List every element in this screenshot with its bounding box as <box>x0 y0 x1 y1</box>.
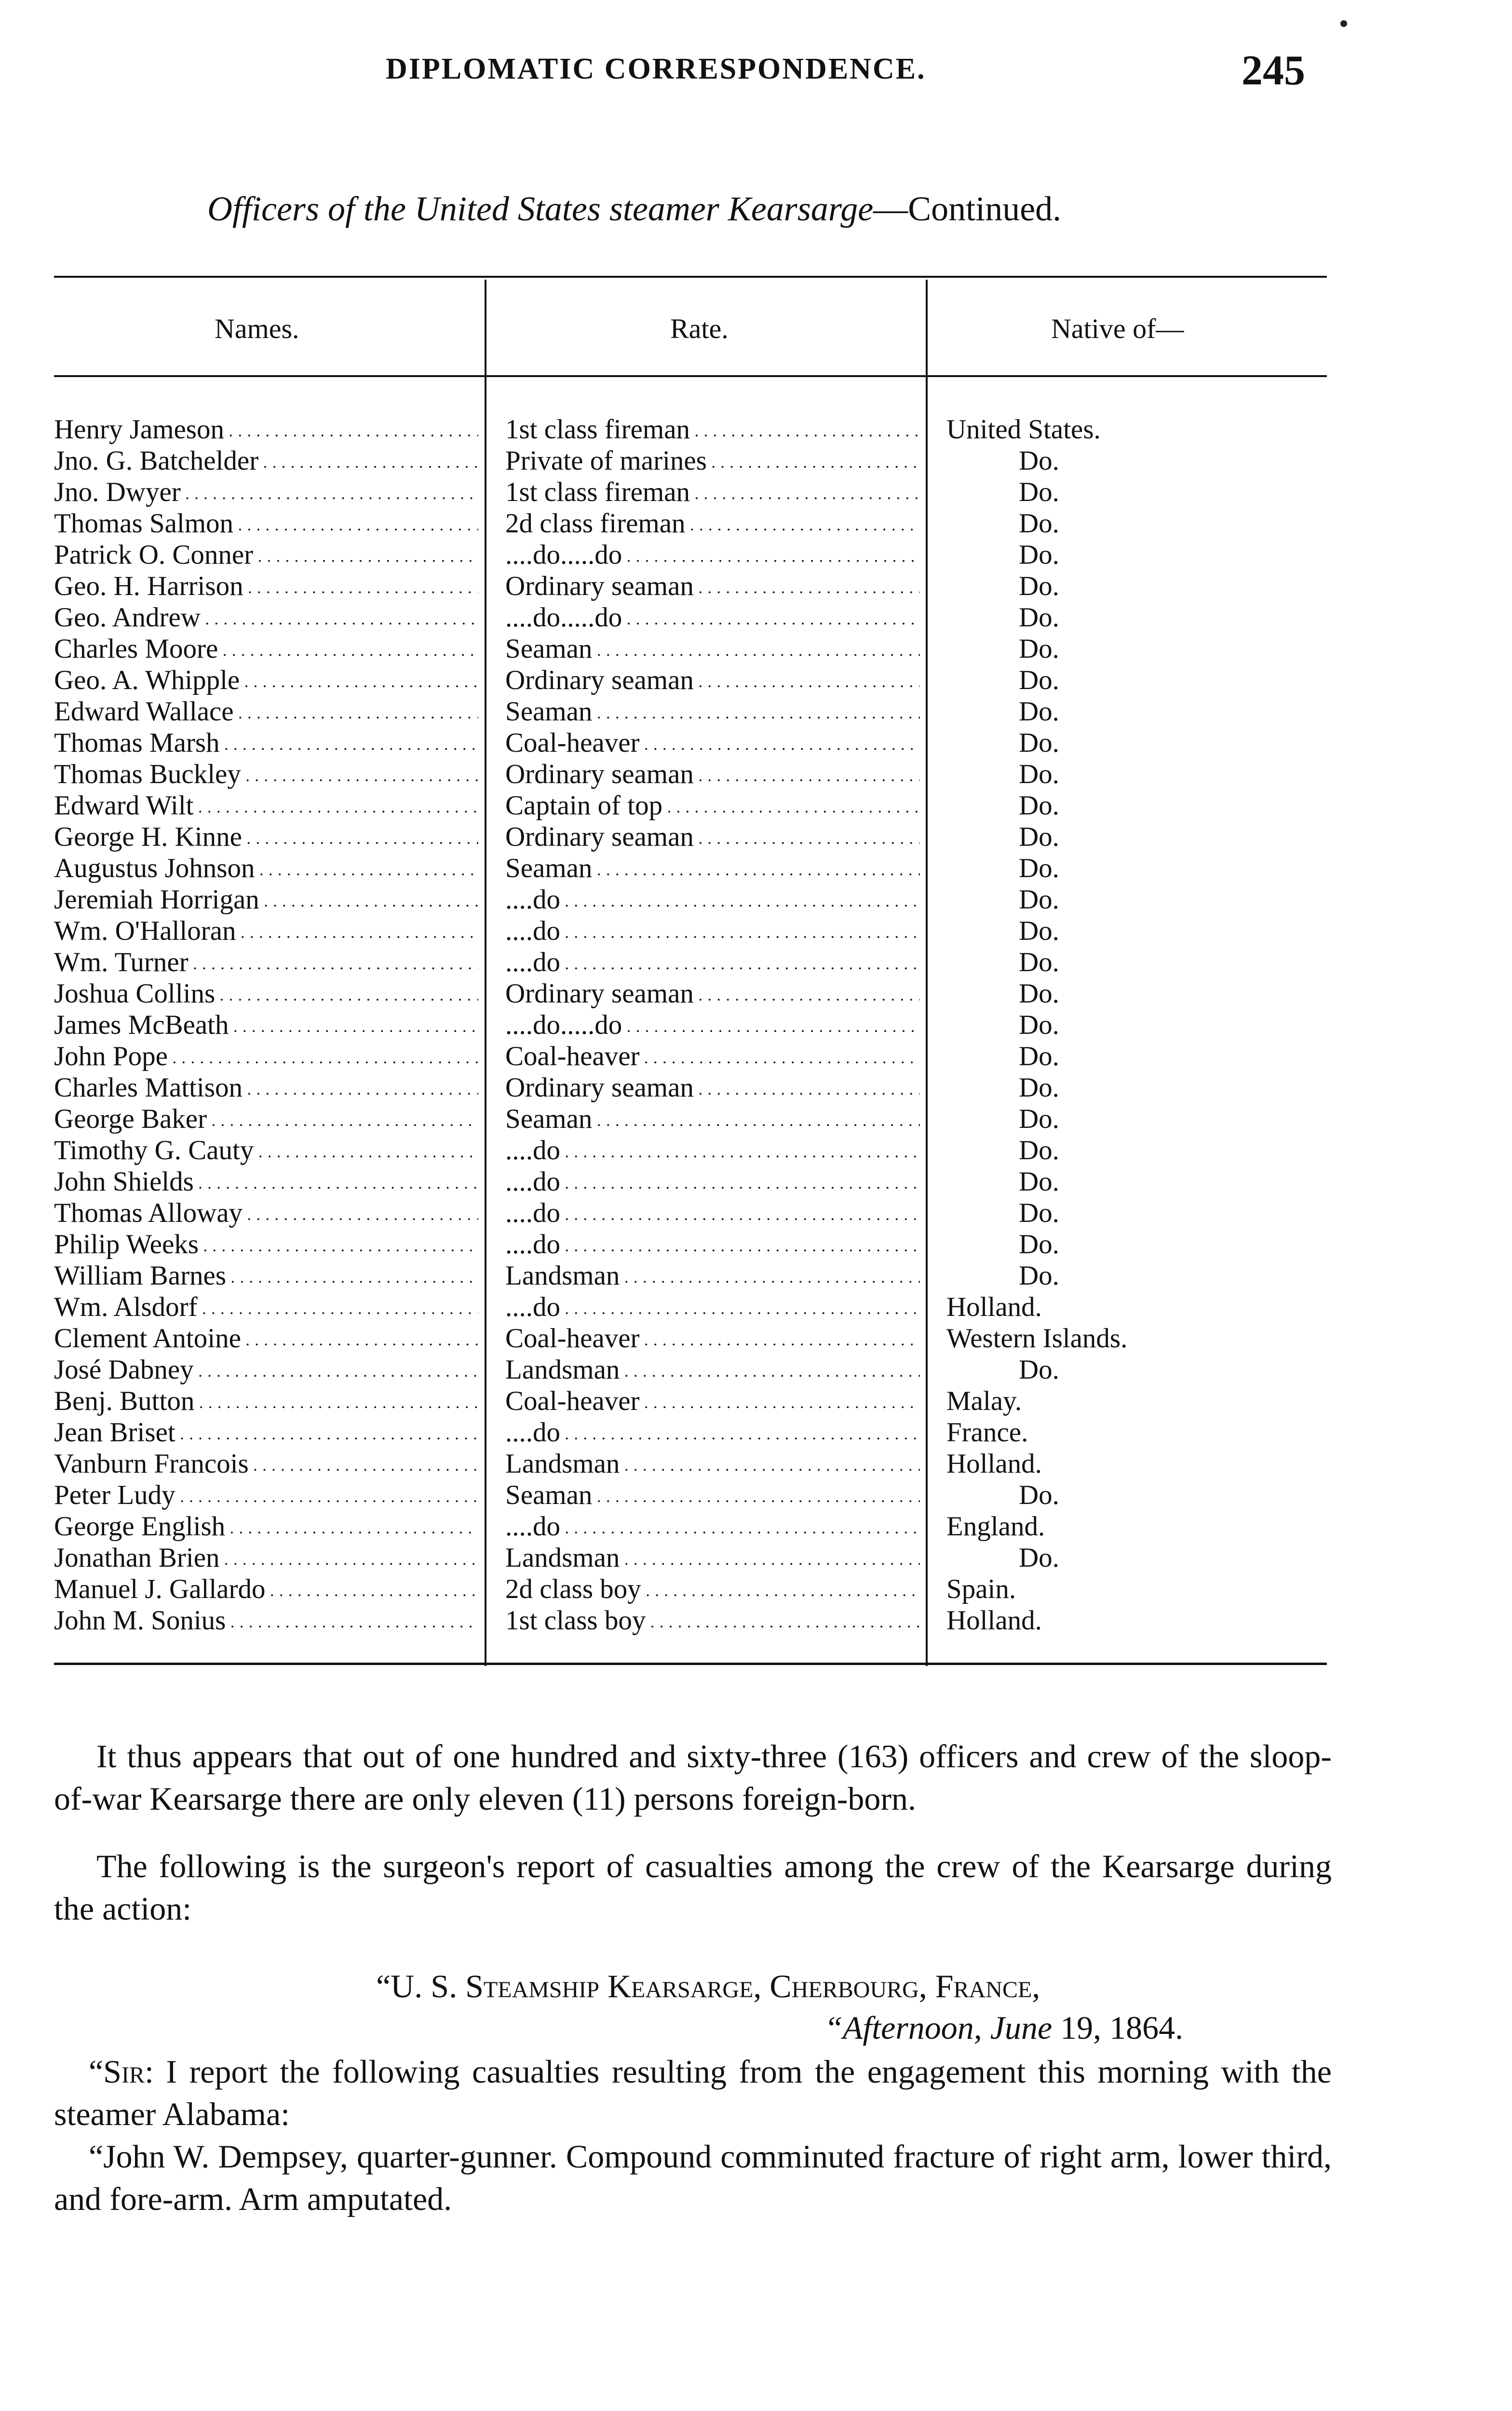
crew-native-of: Western Islands. <box>946 1323 1128 1354</box>
crew-name: Thomas Alloway . . . <box>54 1197 478 1229</box>
salutation-rest: I report the following casualties resulting from the engagement this morning with the steamer Alabama: <box>54 2053 1332 2132</box>
crew-name: Philip Weeks . . . <box>54 1229 478 1260</box>
table-row <box>0 1448 1512 1479</box>
crew-name: Joshua Collins . . . <box>54 978 478 1009</box>
crew-native-of: Do. <box>1019 1198 1059 1228</box>
crew-rate: ....do . . . <box>505 1135 920 1166</box>
crew-name: Benj. Button . . . <box>54 1385 478 1417</box>
crew-name: Wm. O'Halloran . . . <box>54 915 478 947</box>
letter-heading: “U. S. Steamship Kearsarge, Cherbourg, France, <box>376 1968 1040 2005</box>
crew-native-of: Do. <box>1019 1135 1059 1165</box>
crew-native-of: Do. <box>1019 1480 1059 1510</box>
table-row <box>0 915 1512 947</box>
crew-native-of: England. <box>946 1511 1045 1542</box>
crew-rate: ....do . . . <box>505 884 920 915</box>
crew-native-of: Holland. <box>946 1605 1042 1636</box>
casualty-paragraph: “John W. Dempsey, quarter-gunner. Compound comminuted fracture of right arm, lower third, and fore-arm. Arm amputated. <box>54 2138 1332 2217</box>
table-row <box>0 1323 1512 1354</box>
crew-rate: ....do . . . <box>505 915 920 947</box>
crew-native-of: Do. <box>1019 759 1059 789</box>
crew-rate: Seaman . . . <box>505 1103 920 1135</box>
crew-native-of: France. <box>946 1417 1028 1448</box>
table-row <box>0 1260 1512 1291</box>
table-title-suffix: —Continued. <box>873 190 1062 228</box>
table-row <box>0 664 1512 696</box>
crew-native-of: Do. <box>1019 571 1059 601</box>
crew-rate: Landsman . . . <box>505 1354 920 1385</box>
crew-name: Jean Briset . . . <box>54 1417 478 1448</box>
crew-name: George Baker . . . <box>54 1103 478 1135</box>
crew-rate: ....do.....do . . . <box>505 602 920 633</box>
crew-native-of: Do. <box>1019 1229 1059 1260</box>
crew-rate: Private of marines . . . <box>505 445 920 476</box>
column-header-names: Names. <box>215 313 299 344</box>
crew-name: George English . . . <box>54 1511 478 1542</box>
table-row <box>0 1009 1512 1041</box>
table-row <box>0 1135 1512 1166</box>
crew-rate: ....do . . . <box>505 1166 920 1197</box>
crew-rate: 1st class boy . . . <box>505 1605 920 1636</box>
letter-date-italic: “Afternoon, June <box>824 2009 1053 2046</box>
crew-native-of: Do. <box>1019 916 1059 946</box>
table-row <box>0 445 1512 476</box>
crew-rate: 2d class fireman . . . <box>505 508 920 539</box>
table-row <box>0 1479 1512 1511</box>
crew-native-of: Do. <box>1019 1543 1059 1573</box>
crew-native-of: Do. <box>1019 477 1059 507</box>
crew-rate: 1st class fireman . . . <box>505 414 920 445</box>
crew-rate: Ordinary seaman . . . <box>505 570 920 602</box>
table-row <box>0 508 1512 539</box>
ink-speck <box>1340 20 1347 27</box>
crew-native-of: Malay. <box>946 1386 1022 1416</box>
crew-native-of: Spain. <box>946 1574 1016 1604</box>
crew-native-of: Holland. <box>946 1449 1042 1479</box>
crew-name: John M. Sonius . . . <box>54 1605 478 1636</box>
crew-native-of: Do. <box>1019 1166 1059 1197</box>
table-row <box>0 853 1512 884</box>
table-row <box>0 759 1512 790</box>
crew-rate: Coal-heaver . . . <box>505 1041 920 1072</box>
crew-name: Thomas Buckley . . . <box>54 759 478 790</box>
crew-native-of: Do. <box>1019 728 1059 758</box>
intro-paragraph: The following is the surgeon's report of casualties among the crew of the Kearsarge during the action: <box>54 1848 1332 1927</box>
crew-name: Charles Moore . . . <box>54 633 478 664</box>
crew-name: Geo. H. Harrison . . . <box>54 570 478 602</box>
crew-native-of: Do. <box>1019 602 1059 633</box>
crew-name: Timothy G. Cauty . . . <box>54 1135 478 1166</box>
crew-rate: ....do . . . <box>505 1229 920 1260</box>
crew-name: Geo. Andrew . . . <box>54 602 478 633</box>
crew-name: Henry Jameson . . . <box>54 414 478 445</box>
crew-rate: Seaman . . . <box>505 1479 920 1511</box>
table-row <box>0 570 1512 602</box>
crew-native-of: Do. <box>1019 665 1059 695</box>
crew-native-of: Do. <box>1019 947 1059 977</box>
crew-name: Peter Ludy . . . <box>54 1479 478 1511</box>
crew-rate: Coal-heaver . . . <box>505 1385 920 1417</box>
table-row <box>0 696 1512 727</box>
crew-name: Jno. G. Batchelder . . . <box>54 445 478 476</box>
crew-native-of: Do. <box>1019 978 1059 1009</box>
letter-salutation-paragraph <box>54 2050 1332 2135</box>
table-row <box>0 821 1512 853</box>
crew-native-of: Do. <box>1019 853 1059 883</box>
crew-rate: Landsman . . . <box>505 1260 920 1291</box>
crew-native-of: Do. <box>1019 1260 1059 1291</box>
crew-name: José Dabney . . . <box>54 1354 478 1385</box>
crew-native-of: Do. <box>1019 1354 1059 1385</box>
letter-date-rest: 19, 1864. <box>1052 2009 1184 2046</box>
table-row <box>0 1103 1512 1135</box>
table-row <box>0 727 1512 759</box>
crew-name: Wm. Turner . . . <box>54 947 478 978</box>
page-number: 245 <box>1242 47 1305 94</box>
crew-rate: Ordinary seaman . . . <box>505 821 920 853</box>
table-row <box>0 1354 1512 1385</box>
crew-rate: ....do . . . <box>505 1291 920 1323</box>
crew-native-of: Do. <box>1019 1010 1059 1040</box>
table-row <box>0 790 1512 821</box>
table-row <box>0 602 1512 633</box>
crew-rate: Coal-heaver . . . <box>505 1323 920 1354</box>
crew-native-of: Do. <box>1019 634 1059 664</box>
table-row <box>0 1417 1512 1448</box>
table-row <box>0 1041 1512 1072</box>
crew-rate: Seaman . . . <box>505 696 920 727</box>
crew-name: Jonathan Brien . . . <box>54 1542 478 1573</box>
crew-name: Patrick O. Conner . . . <box>54 539 478 570</box>
crew-native-of: Holland. <box>946 1292 1042 1322</box>
table-row <box>0 1573 1512 1605</box>
crew-native-of: Do. <box>1019 822 1059 852</box>
crew-rate: ....do.....do . . . <box>505 1009 920 1041</box>
crew-native-of: Do. <box>1019 1072 1059 1103</box>
crew-name: Jeremiah Horrigan . . . <box>54 884 478 915</box>
crew-native-of: Do. <box>1019 696 1059 727</box>
table-row <box>0 1072 1512 1103</box>
crew-native-of: Do. <box>1019 508 1059 539</box>
letter-date <box>824 2009 1183 2047</box>
crew-rate: Ordinary seaman . . . <box>505 1072 920 1103</box>
table-row <box>0 1385 1512 1417</box>
table-title-italic: Officers of the United States steamer Kearsarge <box>207 190 874 228</box>
column-header-native: Native of— <box>1051 313 1184 344</box>
table-row <box>0 1542 1512 1573</box>
crew-rate: Ordinary seaman . . . <box>505 664 920 696</box>
table-row <box>0 978 1512 1009</box>
table-top-rule <box>54 276 1327 278</box>
crew-rate: Landsman . . . <box>505 1542 920 1573</box>
crew-rate: Ordinary seaman . . . <box>505 978 920 1009</box>
table-header-rule <box>54 375 1327 377</box>
crew-name: William Barnes . . . <box>54 1260 478 1291</box>
crew-rate: ....do.....do . . . <box>505 539 920 570</box>
crew-rate: Coal-heaver . . . <box>505 727 920 759</box>
table-title <box>207 189 1061 229</box>
table-row <box>0 1197 1512 1229</box>
crew-rate: ....do . . . <box>505 1417 920 1448</box>
table-row <box>0 414 1512 445</box>
crew-rate: ....do . . . <box>505 1511 920 1542</box>
crew-name: John Pope . . . <box>54 1041 478 1072</box>
crew-name: Thomas Salmon . . . <box>54 508 478 539</box>
crew-name: Augustus Johnson . . . <box>54 853 478 884</box>
crew-name: Vanburn Francois . . . <box>54 1448 478 1479</box>
crew-name: Geo. A. Whipple . . . <box>54 664 478 696</box>
crew-rate: Seaman . . . <box>505 853 920 884</box>
crew-rate: Seaman . . . <box>505 633 920 664</box>
crew-name: Clement Antoine . . . <box>54 1323 478 1354</box>
table-row <box>0 1291 1512 1323</box>
crew-native-of: Do. <box>1019 790 1059 821</box>
crew-rate: ....do . . . <box>505 947 920 978</box>
crew-native-of: Do. <box>1019 1104 1059 1134</box>
table-bottom-rule <box>54 1663 1327 1665</box>
table-row <box>0 947 1512 978</box>
crew-name: Jno. Dwyer . . . <box>54 476 478 508</box>
crew-name: George H. Kinne . . . <box>54 821 478 853</box>
table-row <box>0 539 1512 570</box>
table-row <box>0 1511 1512 1542</box>
running-head: DIPLOMATIC CORRESPONDENCE. <box>386 53 926 85</box>
column-header-rate: Rate. <box>670 313 729 344</box>
table-row <box>0 884 1512 915</box>
crew-native-of: United States. <box>946 414 1101 445</box>
crew-name: Wm. Alsdorf . . . <box>54 1291 478 1323</box>
crew-name: John Shields . . . <box>54 1166 478 1197</box>
crew-name: Edward Wilt . . . <box>54 790 478 821</box>
table-body <box>0 414 1512 1639</box>
crew-rate: Ordinary seaman . . . <box>505 759 920 790</box>
crew-native-of: Do. <box>1019 1041 1059 1071</box>
table-row <box>0 1229 1512 1260</box>
crew-rate: ....do . . . <box>505 1197 920 1229</box>
table-row <box>0 476 1512 508</box>
crew-native-of: Do. <box>1019 446 1059 476</box>
summary-paragraph: It thus appears that out of one hundred and sixty-three (163) officers and crew of the sloop-of-war Kearsarge there are only eleven (11) persons foreign-born. <box>54 1738 1332 1817</box>
salutation: “Sir: <box>89 2053 154 2090</box>
crew-native-of: Do. <box>1019 884 1059 915</box>
crew-name: James McBeath . . . <box>54 1009 478 1041</box>
table-row <box>0 633 1512 664</box>
crew-rate: Captain of top . . . <box>505 790 920 821</box>
crew-name: Charles Mattison . . . <box>54 1072 478 1103</box>
crew-name: Manuel J. Gallardo . . . <box>54 1573 478 1605</box>
crew-rate: 2d class boy . . . <box>505 1573 920 1605</box>
crew-native-of: Do. <box>1019 540 1059 570</box>
table-row <box>0 1605 1512 1636</box>
crew-rate: 1st class fireman . . . <box>505 476 920 508</box>
crew-rate: Landsman . . . <box>505 1448 920 1479</box>
table-row <box>0 1166 1512 1197</box>
crew-name: Thomas Marsh . . . <box>54 727 478 759</box>
crew-name: Edward Wallace . . . <box>54 696 478 727</box>
